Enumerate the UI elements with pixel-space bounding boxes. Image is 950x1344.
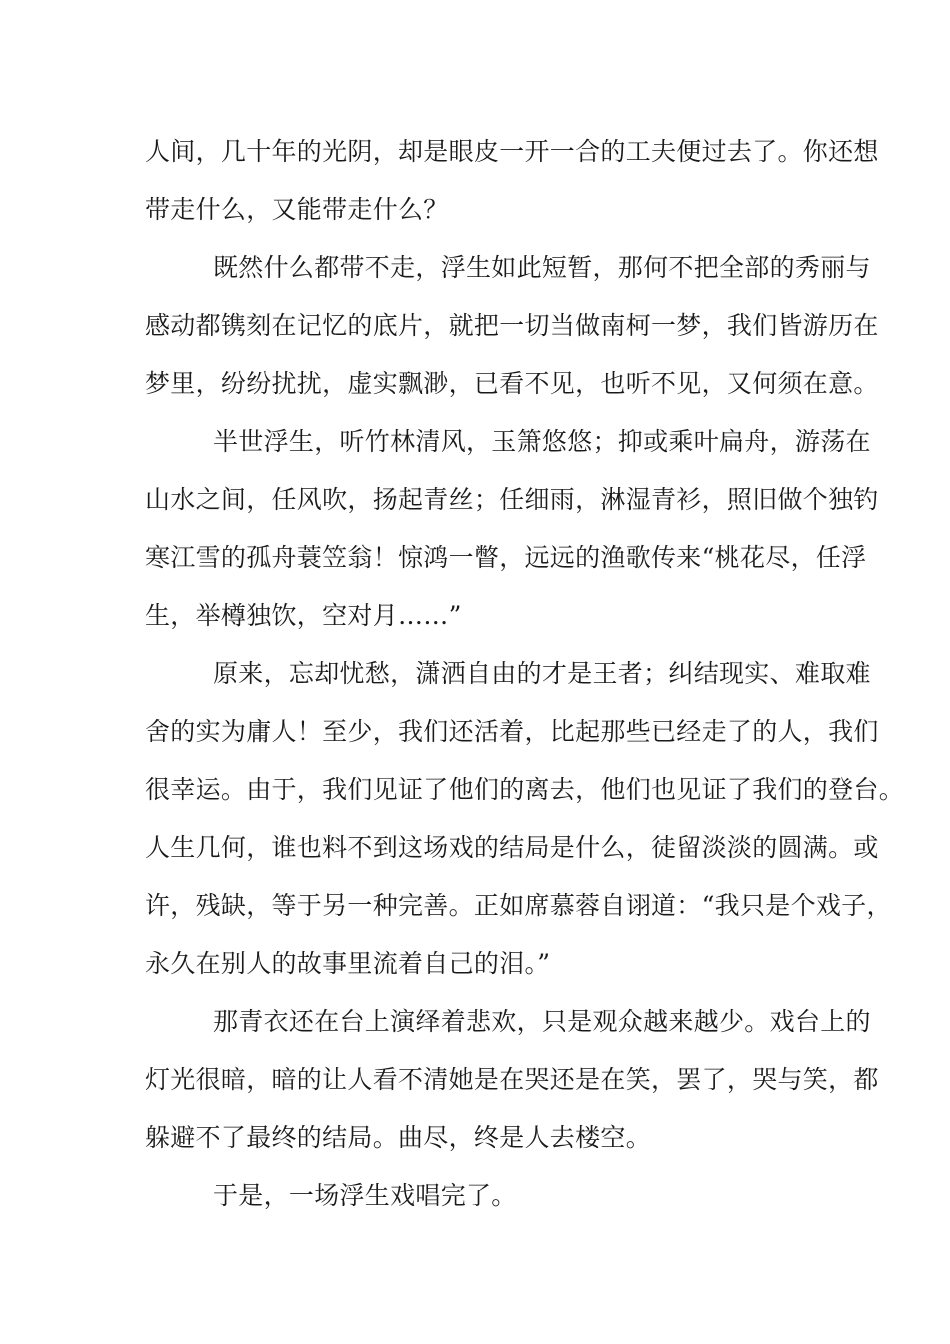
text-line: 感动都镌刻在记忆的底片，就把一切当做南柯一梦，我们皆游历在 (145, 311, 879, 340)
text-line: 舍的实为庸人！至少，我们还活着，比起那些已经走了的人，我们 (145, 717, 879, 746)
text-line: 人生几何，谁也料不到这场戏的结局是什么，徒留淡淡的圆满。或 (145, 833, 879, 862)
paragraph-first-line: 那青衣还在台上演绎着悲欢，只是观众越来越少。戏台上的 (213, 1007, 871, 1036)
text-line: 永久在别人的故事里流着自己的泪。” (145, 949, 551, 978)
text-line: 山水之间，任风吹，扬起青丝；任细雨，淋湿青衫，照旧做个独钓 (145, 485, 879, 514)
text-line: 灯光很暗，暗的让人看不清她是在哭还是在笑，罢了，哭与笑，都 (145, 1065, 879, 1094)
text-line: 寒江雪的孤舟蓑笠翁！惊鸿一瞥，远远的渔歌传来“桃花尽，任浮 (145, 543, 867, 572)
text-line: 带走什么，又能带走什么？ (145, 195, 449, 224)
text-line: 躲避不了最终的结局。曲尽，终是人去楼空。 (145, 1123, 652, 1152)
text-line: 许，残缺，等于另一种完善。正如席慕蓉自诩道：“我只是个戏子， (145, 891, 892, 920)
paragraph-first-line: 于是，一场浮生戏唱完了。 (213, 1181, 517, 1210)
text-line: 梦里，纷纷扰扰，虚实飘渺，已看不见，也听不见，又何须在意。 (145, 369, 879, 398)
paragraph-first-line: 既然什么都带不走，浮生如此短暂，那何不把全部的秀丽与 (213, 253, 871, 282)
text-line: 生，举樽独饮，空对月……” (145, 601, 462, 630)
paragraph-first-line: 原来，忘却忧愁，潇洒自由的才是王者；纠结现实、难取难 (213, 659, 871, 688)
text-line: 很幸运。由于，我们见证了他们的离去，他们也见证了我们的登台。 (145, 775, 905, 804)
paragraph-first-line: 半世浮生，听竹林清风，玉箫悠悠；抑或乘叶扁舟，游荡在 (213, 427, 871, 456)
text-line: 人间，几十年的光阴，却是眼皮一开一合的工夫便过去了。你还想 (145, 137, 879, 166)
